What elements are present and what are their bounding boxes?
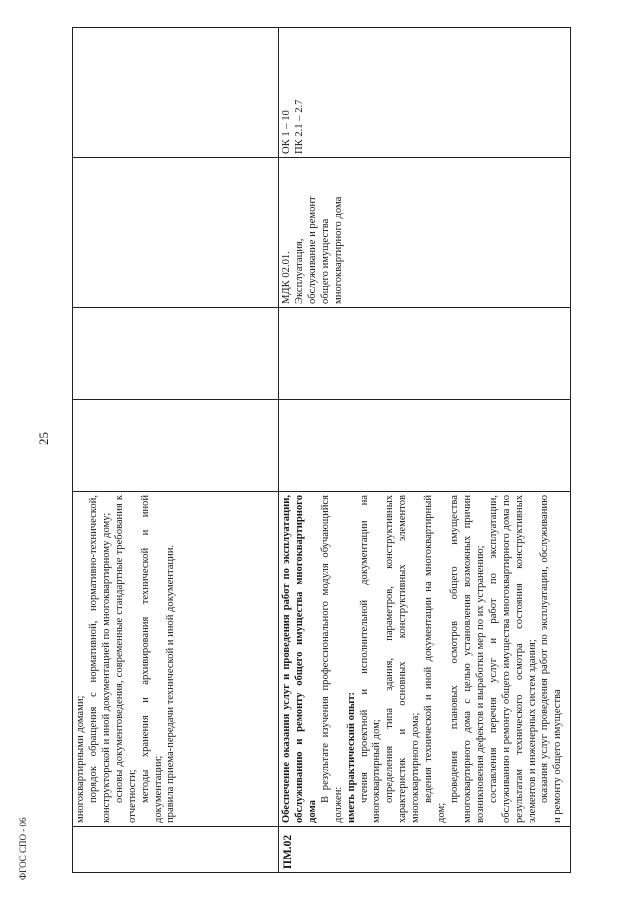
competency-line: ПК 2.1 – 2.7 <box>293 99 305 154</box>
content-line: правила приема-передачи технической и иной документации. <box>165 544 177 823</box>
module-code-cell <box>73 827 279 873</box>
curriculum-table <box>72 27 571 873</box>
mdk-line: многоквартирного дома <box>332 196 344 304</box>
mdk-line: Эксплуатация, <box>293 238 305 304</box>
content-line: оказания услуг проведения работ по эксплуатации, обслуживанию и ремонту общего имущества <box>539 495 564 823</box>
hours-cell <box>73 308 279 400</box>
competencies-cell <box>73 28 279 158</box>
mdk-line: МДК 02.01. <box>281 251 292 304</box>
content-subheading: иметь практический опыт: <box>345 691 357 823</box>
table-row <box>279 28 571 873</box>
module-title: Обеспечение оказания услуг и проведения работ по эксплуатации, обслуживанию и ремонту общего имущества многоквартирного дома <box>281 495 318 823</box>
content-line: В результате изучения профессионального модуля обучающийся должен: <box>319 495 344 823</box>
content-line: составления перечня услуг и работ по эксплуатации, обслуживанию и ремонту общего имущества многоквартирного дома по результатам технического осмотра состояния конструктивных элементов и инженерных систем здания; <box>487 495 538 823</box>
curriculum-table-wrapper <box>72 28 570 873</box>
content-line: основы документоведения, современные стандартные требования к отчетности; <box>113 495 138 823</box>
content-line: порядок обращения с нормативной, нормативно-технической, конструкторской и иной документацией по многоквартирному дому; <box>87 495 112 823</box>
module-code-cell: ПМ.02 <box>279 827 571 873</box>
hours-cell <box>279 400 571 492</box>
competencies-cell <box>279 28 571 158</box>
mdk-line: общего имущества <box>319 218 331 304</box>
content-line: многоквартирными домами; <box>75 695 86 823</box>
mdk-cell <box>73 158 279 308</box>
hours-cell <box>73 400 279 492</box>
content-line: определения типа здания, параметров, конструктивных характеристик и основных конструктивных элементов многоквартирного дома; <box>384 495 422 823</box>
content-line: чтения проектной и исполнительной документации на многоквартирный дом; <box>358 495 383 823</box>
competency-line: ОК 1 – 10 <box>281 110 292 154</box>
content-line: проведения плановых осмотров общего имущества многоквартирного дома с целью установления возможных причин возникновения дефектов и выработки мер по их устранению; <box>448 495 486 823</box>
mdk-line: обслуживание и ремонт <box>306 196 318 304</box>
module-content-cell <box>73 492 279 827</box>
content-line: методы хранения и архивирования технической и иной документации; <box>139 495 164 823</box>
content-line: ведения технической и иной документации на многоквартирный дом; <box>423 495 448 823</box>
hours-cell <box>279 308 571 400</box>
page-footer: ФГОС СПО - 06 <box>18 817 28 880</box>
module-content-cell <box>279 492 571 827</box>
table-row <box>73 28 279 873</box>
page-number: 25 <box>36 432 51 445</box>
mdk-cell <box>279 158 571 308</box>
